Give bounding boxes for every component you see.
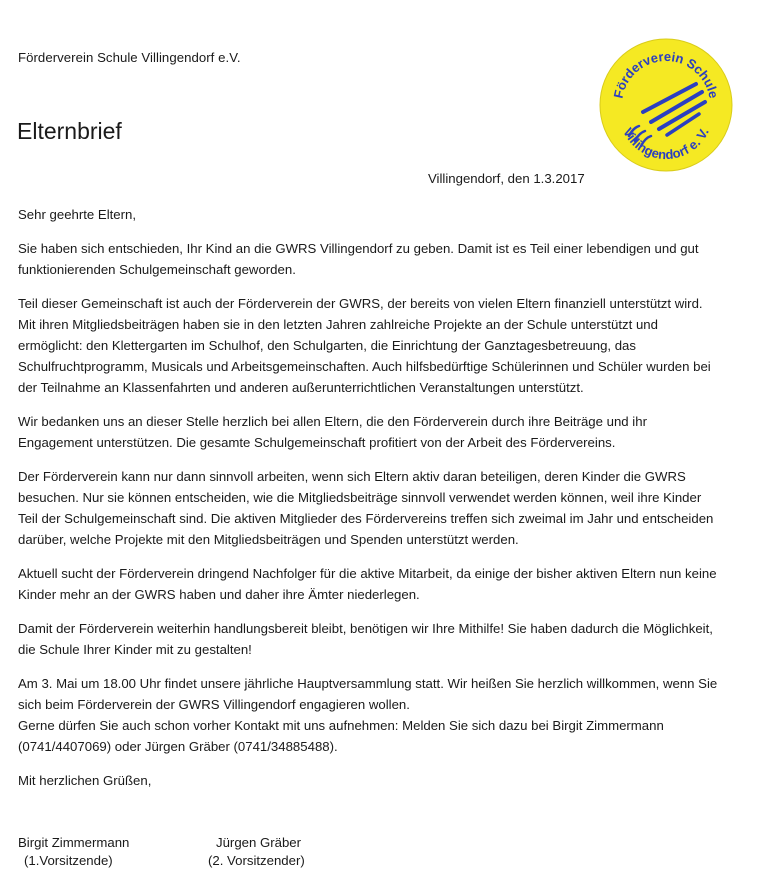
paragraph-6: Damit der Förderverein weiterhin handlungsbereit bleibt, benötigen wir Ihre Mithilfe! Sie haben dadurch die Möglichkeit, die Schule Ihrer Kinder mit zu gestalten! [18, 621, 713, 657]
signature-role: (1.Vorsitzende) [24, 853, 113, 868]
paragraph-5: Aktuell sucht der Förderverein dringend Nachfolger für die aktive Mitarbeit, da einige der bisher aktiven Eltern nun keine Kinder mehr an der GWRS haben und daher ihre Ämter niederlegen. [18, 566, 717, 602]
signature-2 [208, 834, 305, 870]
page-title: Elternbrief [17, 118, 122, 144]
logo-text-top: Förderverein Schule [610, 48, 722, 100]
logo-text-bottom: Villingendorf e. V. [620, 125, 712, 163]
closing: Mit herzlichen Grüßen, [18, 773, 152, 788]
signature-name: Jürgen Gräber [216, 835, 302, 850]
meeting-paragraph [18, 673, 723, 757]
letter-body [18, 204, 723, 804]
signature-name: Birgit Zimmermann [18, 835, 130, 850]
logo-graphic [599, 38, 733, 172]
logo [599, 38, 733, 172]
paragraph-4: Der Förderverein kann nur dann sinnvoll arbeiten, wenn sich Eltern aktiv daran beteiligen, deren Kinder die GWRS besuchen. Nur sie können entscheiden, wie die Mitgliedsbeiträge sinnvoll verwendet werden können, weil ihre Kinder Teil der Schulgemeinschaft sind. Die aktiven Mitglieder des Fördervereins treffen sich zweimal im Jahr und entscheiden darüber, welche Projekte mit den Mitgliedsbeiträgen und Spenden unterstützt werden. [18, 469, 714, 547]
signature-1 [18, 834, 129, 870]
salutation: Sehr geehrte Eltern, [18, 207, 137, 222]
paragraph-3: Wir bedanken uns an dieser Stelle herzlich bei allen Eltern, die den Förderverein durch ihre Beiträge und ihr Engagement unterstützen. Die gesamte Schulgemeinschaft profitiert von der Arbeit des Fördervereins. [18, 414, 647, 450]
signature-role: (2. Vorsitzender) [208, 853, 305, 868]
date-line: Villingendorf, den 1.3.2017 [428, 171, 585, 186]
organization-name: Förderverein Schule Villingendorf e.V. [18, 50, 241, 65]
contact-text: Gerne dürfen Sie auch schon vorher Kontakt mit uns aufnehmen: Melden Sie sich dazu bei Birgit Zimmermann (0741/4407069) oder Jürgen Gräber (0741/34885488). [18, 718, 664, 754]
paragraph-1: Sie haben sich entschieden, Ihr Kind an die GWRS Villingendorf zu geben. Damit ist es Teil einer lebendigen und gut funktionierenden Schulgemeinschaft geworden. [18, 241, 699, 277]
meeting-text: Am 3. Mai um 18.00 Uhr findet unsere jährliche Hauptversammlung statt. Wir heißen Sie herzlich willkommen, wenn Sie sich beim Förderverein der GWRS Villingendorf engagieren wollen. [18, 676, 718, 712]
paragraph-2: Teil dieser Gemeinschaft ist auch der Förderverein der GWRS, der bereits von vielen Eltern finanziell unterstützt wird. Mit ihren Mitgliedsbeiträgen haben sie in den letzten Jahren zahlreiche Projekte an der Schule unterstützt und ermöglicht: den Klettergarten im Schulhof, den Schulgarten, die Einrichtung der Ganztagesbetreuung, das Schulfruchtprogramm, Musicals und Arbeitsgemeinschaften. Auch hilfsbedürftige Schülerinnen und Schüler wurden bei der Teilnahme an Klassenfahrten und anderen außerunterrichtlichen Veranstaltungen unterstützt. [18, 296, 711, 395]
